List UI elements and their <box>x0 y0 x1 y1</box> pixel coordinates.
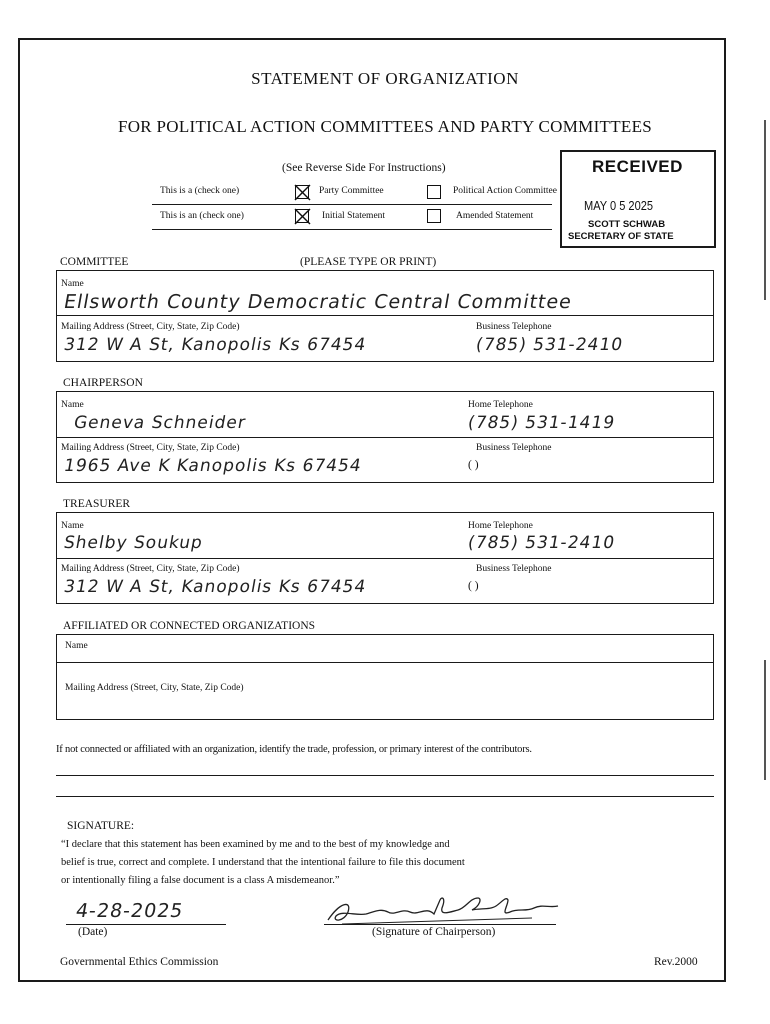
chairperson-divider <box>56 437 714 438</box>
party-committee-checkbox[interactable] <box>295 185 309 199</box>
treasurer-name-label: Name <box>61 521 84 531</box>
chairperson-address-label: Mailing Address (Street, City, State, Zip Code) <box>61 443 240 453</box>
check-rows-divider <box>152 204 552 205</box>
amended-statement-checkbox[interactable] <box>427 209 441 223</box>
treasurer-heading: TREASURER <box>63 498 131 510</box>
scan-edge-mark <box>764 120 766 300</box>
committee-phone-field[interactable]: (785) 531-2410 <box>474 335 625 355</box>
initial-statement-checkbox[interactable] <box>295 209 309 223</box>
amended-statement-label: Amended Statement <box>456 211 534 221</box>
signature-line <box>324 924 556 925</box>
check-rows-divider <box>152 229 552 230</box>
affiliated-address-label[interactable]: Mailing Address (Street, City, State, Zip Code) <box>65 683 244 693</box>
committee-phone-label: Business Telephone <box>476 322 552 332</box>
committee-name-field[interactable]: Ellsworth County Democratic Central Committee <box>62 291 574 313</box>
instructions-note: (See Reverse Side For Instructions) <box>282 162 446 174</box>
treasurer-home-phone-field[interactable]: (785) 531-2410 <box>466 533 617 553</box>
committee-divider <box>56 315 714 316</box>
chairperson-home-phone-field[interactable]: (785) 531-1419 <box>466 413 617 433</box>
date-line <box>66 924 226 925</box>
initial-statement-label: Initial Statement <box>322 211 386 221</box>
committee-heading: COMMITTEE <box>60 256 129 268</box>
treasurer-name-field[interactable]: Shelby Soukup <box>62 533 205 553</box>
please-type-note: (PLEASE TYPE OR PRINT) <box>300 256 437 268</box>
statement-type-label: This is an (check one) <box>160 211 244 221</box>
affiliated-name-label[interactable]: Name <box>65 641 88 651</box>
scan-edge-mark <box>764 660 766 780</box>
contributors-answer-line[interactable] <box>56 796 714 797</box>
date-label: (Date) <box>78 926 108 938</box>
signature-date-field[interactable]: 4-28-2025 <box>74 900 186 922</box>
political-action-committee-checkbox[interactable] <box>427 185 441 199</box>
committee-type-label: This is a (check one) <box>160 186 240 196</box>
received-stamp <box>560 150 716 248</box>
affiliated-divider <box>56 662 714 663</box>
signature-heading: SIGNATURE: <box>67 820 135 832</box>
stamp-title: SECRETARY OF STATE <box>568 231 674 242</box>
declaration-line-3: or intentionally filing a false document is a class A misdemeanor.” <box>61 875 340 886</box>
chairperson-name-label: Name <box>61 400 84 410</box>
footer-commission: Governmental Ethics Commission <box>60 956 219 968</box>
chairperson-business-phone-label: Business Telephone <box>476 443 552 453</box>
stamp-date: MAY 0 5 2025 <box>584 198 654 213</box>
treasurer-divider <box>56 558 714 559</box>
check-x-icon <box>294 208 311 225</box>
treasurer-address-label: Mailing Address (Street, City, State, Zip Code) <box>61 564 240 574</box>
chairperson-address-field[interactable]: 1965 Ave K Kanopolis Ks 67454 <box>62 456 364 476</box>
party-committee-label: Party Committee <box>319 186 384 196</box>
form-subtitle: FOR POLITICAL ACTION COMMITTEES AND PARTY COMMITTEES <box>117 117 653 136</box>
chairperson-heading: CHAIRPERSON <box>63 377 143 389</box>
contributors-answer-line[interactable] <box>56 775 714 776</box>
chairperson-home-phone-label: Home Telephone <box>468 400 533 410</box>
chairperson-signature-graphic[interactable] <box>322 894 562 928</box>
not-connected-instruction: If not connected or affiliated with an organization, identify the trade, profession, or primary interest of the contributors. <box>56 744 532 755</box>
treasurer-address-field[interactable]: 312 W A St, Kanopolis Ks 67454 <box>62 577 368 597</box>
footer-revision: Rev.2000 <box>654 956 698 968</box>
political-action-committee-label: Political Action Committee <box>453 186 557 196</box>
signature-label: (Signature of Chairperson) <box>372 926 496 938</box>
affiliated-box <box>56 634 714 720</box>
declaration-line-2: belief is true, correct and complete. I understand that the intentional failure to file this document <box>61 857 465 868</box>
declaration-line-1: “I declare that this statement has been examined by me and to the best of my knowledge and <box>61 839 450 850</box>
treasurer-business-phone-label: Business Telephone <box>476 564 552 574</box>
chairperson-business-phone-field[interactable]: ( ) <box>468 459 479 471</box>
treasurer-home-phone-label: Home Telephone <box>468 521 533 531</box>
chairperson-name-field[interactable]: Geneva Schneider <box>72 413 248 433</box>
check-x-icon <box>294 184 311 201</box>
treasurer-business-phone-field[interactable]: ( ) <box>468 580 479 592</box>
form-title: STATEMENT OF ORGANIZATION <box>251 69 519 88</box>
committee-address-label: Mailing Address (Street, City, State, Zip Code) <box>61 322 240 332</box>
stamp-label: RECEIVED <box>592 157 683 176</box>
stamp-name: SCOTT SCHWAB <box>588 219 666 230</box>
committee-name-label: Name <box>61 279 84 289</box>
committee-address-field[interactable]: 312 W A St, Kanopolis Ks 67454 <box>62 335 368 355</box>
affiliated-heading: AFFILIATED OR CONNECTED ORGANIZATIONS <box>63 620 316 632</box>
